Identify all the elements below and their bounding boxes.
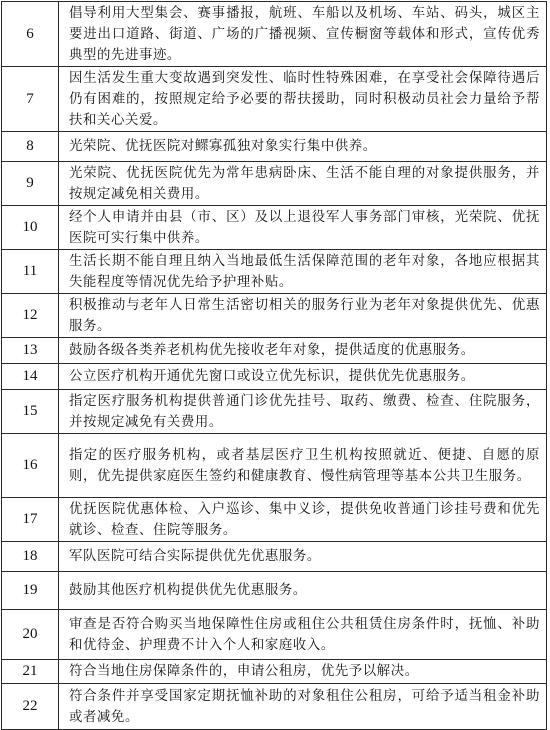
benefits-table	[1, 1, 547, 730]
row-number: 11	[2, 250, 59, 294]
table-row	[2, 498, 547, 542]
row-text: 军队医院可结合实际提供优先优惠服务。	[59, 542, 547, 572]
table-row	[2, 572, 547, 610]
row-text: 积极推动与老年人日常生活密切相关的服务行业为老年对象提供优先、优惠服务。	[59, 294, 547, 338]
row-text: 经个人申请并由县（市、区）及以上退役军人事务部门审核，光荣院、优抚医院可实行集中供养。	[59, 206, 547, 250]
row-number: 6	[2, 2, 59, 67]
row-number: 7	[2, 67, 59, 132]
row-number: 22	[2, 684, 59, 730]
row-number: 9	[2, 162, 59, 206]
table-row	[2, 162, 547, 206]
row-text: 因生活发生重大变故遇到突发性、临时性特殊困难，在享受社会保障待遇后仍有困难的，按照规定给予必要的帮扶援助，同时积极动员社会力量给予帮扶和关心关爱。	[59, 67, 547, 132]
row-number: 16	[2, 434, 59, 498]
table-row	[2, 610, 547, 660]
row-text: 公立医疗机构开通优先窗口或设立优先标识，提供优先优惠服务。	[59, 364, 547, 390]
row-number: 8	[2, 132, 59, 162]
table-row	[2, 2, 547, 67]
table-row	[2, 206, 547, 250]
row-text: 指定的医疗服务机构，或者基层医疗卫生机构按照就近、便捷、自愿的原则，优先提供家庭医生签约和健康教育、慢性病管理等基本公共卫生服务。	[59, 434, 547, 498]
row-text: 审查是否符合购买当地保障性住房或租住公共租赁住房条件时，抚恤、补助和优待金、护理费不计入个人和家庭收入。	[59, 610, 547, 660]
row-text: 光荣院、优抚医院优先为常年患病卧床、生活不能自理的对象提供服务，并按规定减免相关费用。	[59, 162, 547, 206]
row-text: 倡导利用大型集会、赛事播报，航班、车船以及机场、车站、码头，城区主要进出口道路、街道、广场的广播视频、宣传橱窗等载体和形式，宣传优秀典型的先进事迹。	[59, 2, 547, 67]
row-text: 优抚医院优惠体检、入户巡诊、集中义诊，提供免收普通门诊挂号费和优先就诊、检查、住院等服务。	[59, 498, 547, 542]
row-number: 18	[2, 542, 59, 572]
row-text: 光荣院、优抚医院对鳏寡孤独对象实行集中供养。	[59, 132, 547, 162]
table-row	[2, 132, 547, 162]
table-row	[2, 390, 547, 434]
table-row	[2, 434, 547, 498]
row-number: 14	[2, 364, 59, 390]
table-row	[2, 542, 547, 572]
row-text: 指定医疗服务机构提供普通门诊优先挂号、取药、缴费、检查、住院服务，并按规定减免有关费用。	[59, 390, 547, 434]
row-number: 10	[2, 206, 59, 250]
row-number: 12	[2, 294, 59, 338]
table-row	[2, 67, 547, 132]
table-row	[2, 338, 547, 364]
row-text: 生活长期不能自理且纳入当地最低生活保障范围的老年对象，各地应根据其失能程度等情况优先给予护理补贴。	[59, 250, 547, 294]
row-number: 21	[2, 660, 59, 684]
row-text: 符合当地住房保障条件的，申请公租房，优先予以解决。	[59, 660, 547, 684]
row-number: 17	[2, 498, 59, 542]
row-number: 19	[2, 572, 59, 610]
row-text: 鼓励各级各类养老机构优先接收老年对象，提供适度的优惠服务。	[59, 338, 547, 364]
row-text: 符合条件并享受国家定期抚恤补助的对象租住公租房，可给予适当租金补助或者减免。	[59, 684, 547, 730]
table-row	[2, 684, 547, 730]
row-number: 13	[2, 338, 59, 364]
table-row	[2, 250, 547, 294]
row-text: 鼓励其他医疗机构提供优先优惠服务。	[59, 572, 547, 610]
row-number: 15	[2, 390, 59, 434]
table-row	[2, 294, 547, 338]
table-row	[2, 364, 547, 390]
row-number: 20	[2, 610, 59, 660]
table-row	[2, 660, 547, 684]
